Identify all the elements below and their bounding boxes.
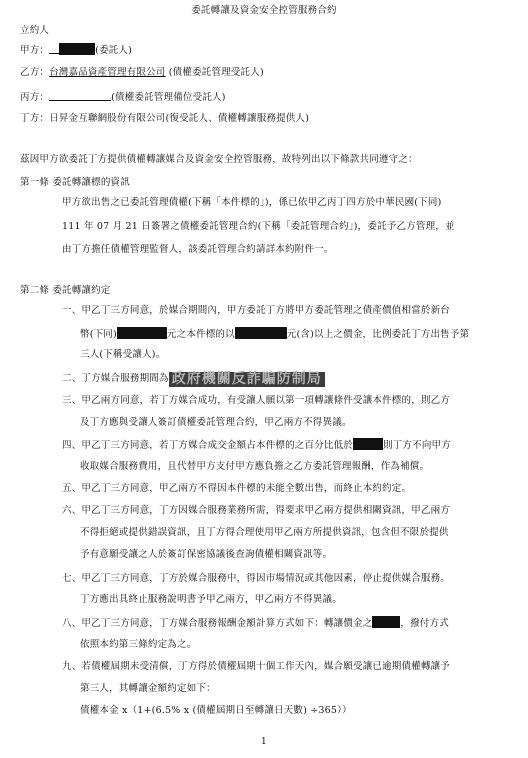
article-1-line-1: 甲方欲出售之已委託管理債權(下稱「本件標的」)，係已依甲乙丙丁四方於中華民國(下同) — [62, 197, 442, 208]
clause-1-text-b: 元之本件標的以 — [166, 329, 235, 340]
clause-7-line-2: 丁方應出具終止服務說明書予甲乙兩方，甲乙兩方不得異議。 — [80, 594, 342, 605]
clause-2-line — [62, 372, 325, 387]
party-c-role: (債權委託管理備位受託人) — [111, 92, 226, 103]
clause-8-line-2: 依照本約第三條約定為之。 — [80, 639, 197, 650]
party-c-blank — [49, 89, 111, 101]
party-b-role: (債權委託管理受託人) — [165, 67, 264, 78]
party-a-blank — [49, 42, 59, 54]
page-number: 1 — [261, 737, 267, 747]
clause-1-line-1: 一、甲乙丁三方同意，於媒合期間內，甲方委託丁方將甲方委託管理之債產價值相當於新台 — [62, 305, 451, 316]
party-a-label: 甲方： — [20, 45, 50, 56]
watermark-stamp: 政府機關反詐騙防制局 — [169, 372, 325, 387]
party-b-label: 乙方： — [20, 67, 50, 78]
clause-4-line-1 — [62, 438, 451, 453]
clause-4-line-2: 收取媒合服務費用，且代替甲方支付甲方應負擔之乙方委託管理報酬，作為補償。 — [80, 461, 430, 472]
party-a-line — [20, 42, 132, 58]
clause-1-line-2 — [80, 327, 469, 342]
fee-redaction — [372, 616, 400, 628]
amount-redaction-2 — [235, 327, 287, 339]
clause-8-text-a: 八、甲乙丁三方同意，丁方媒合服務報酬金額計算方式如下：轉讓價金之 — [62, 618, 373, 629]
party-d-line: 丁方：日昇金互聯網股份有限公司(復受託人、債權轉讓服務提供人) — [20, 113, 310, 124]
article-1-heading: 第一條 委託轉讓標的資訊 — [20, 177, 130, 188]
amount-redaction-1 — [117, 327, 167, 339]
clause-4-text-a: 四、甲乙丁三方同意，若丁方媒合成交金額占本件標的之百分比低於 — [62, 440, 354, 451]
article-1-line-2: 111 年 07 月 21 日簽署之債權委託管理合約(下稱「委託管理合約」)，委託予乙方管理，並 — [62, 221, 455, 232]
percent-redaction — [353, 438, 383, 450]
article-1-line-3: 由丁方擔任債權管理監督人，該委託管理合約請詳本約附件一。 — [62, 244, 334, 255]
clause-3-line-2: 及丁方應與受讓人簽訂債權委託管理合約，甲乙兩方不得異議。 — [80, 417, 352, 428]
clause-1-line-3: 三人(下稱受讓人)。 — [80, 349, 166, 360]
clause-7-line-1: 七、甲乙丁三方同意，丁方於媒合服務中，得因市場情況或其他因素，停止提供媒合服務。 — [62, 573, 451, 584]
parties-heading: 立約人 — [20, 25, 50, 36]
clause-9-line-1: 九、若債權屆期未受清償，丁方得於債權屆期十個工作天內，媒合願受讓已逾期債權轉讓予 — [62, 661, 451, 672]
clause-6-line-3: 予有意願受讓之人於簽訂保密協議後查詢債權相關資訊等。 — [80, 549, 333, 560]
article-2-heading: 第二條 委託轉讓約定 — [20, 285, 111, 296]
party-b-line — [20, 66, 264, 80]
clause-3-line-1: 三、甲乙兩方同意，若丁方媒合成功，有受讓人願以第一項轉讓條件受讓本件標的，則乙方 — [62, 395, 451, 406]
party-c-line — [20, 89, 226, 105]
clause-1-text-c: 元(含)以上之價金，比例委託丁方出售予第 — [286, 329, 470, 340]
clause-8-text-b: ，撥付方式 — [400, 618, 449, 629]
clause-6-line-1: 六、甲乙丁三方同意，丁方因媒合服務業務所需，得要求甲乙兩方提供相關資訊，甲乙兩方 — [62, 505, 451, 516]
party-a-role: (委託人) — [95, 45, 133, 56]
document-title: 委託轉讓及資金安全控管服務合約 — [191, 5, 337, 16]
preamble: 茲因甲方欲委託丁方提供債權轉讓媒合及資金安全控管服務，故特列出以下條款共同遵守之： — [20, 154, 418, 165]
party-b-name: 台灣嘉品資產管理有限公司 — [49, 67, 166, 78]
clause-2-text: 二、丁方媒合服務期間為 — [62, 373, 169, 384]
party-a-redaction — [59, 43, 95, 55]
clause-8-line-1 — [62, 616, 449, 631]
clause-5-line: 五、甲乙丁三方同意，甲乙兩方不得因本件標的未能全數出售，而終止本約約定。 — [62, 483, 412, 494]
party-c-label: 丙方： — [20, 92, 50, 103]
clause-4-text-b: 則丁方不向甲方 — [383, 440, 451, 451]
transfer-formula: 債權本金 x（1+(6.5% x (債權屆期日至轉讓日天數) ÷365）） — [80, 705, 352, 716]
clause-1-text-a: 幣(下同) — [80, 329, 117, 340]
clause-9-line-2: 第三人，其轉讓金額約定如下： — [80, 683, 216, 694]
clause-6-line-2: 不得拒絕或提供錯誤資訊，且丁方得合理使用甲乙兩方所提供資訊，包含但不限於提供 — [80, 527, 449, 538]
